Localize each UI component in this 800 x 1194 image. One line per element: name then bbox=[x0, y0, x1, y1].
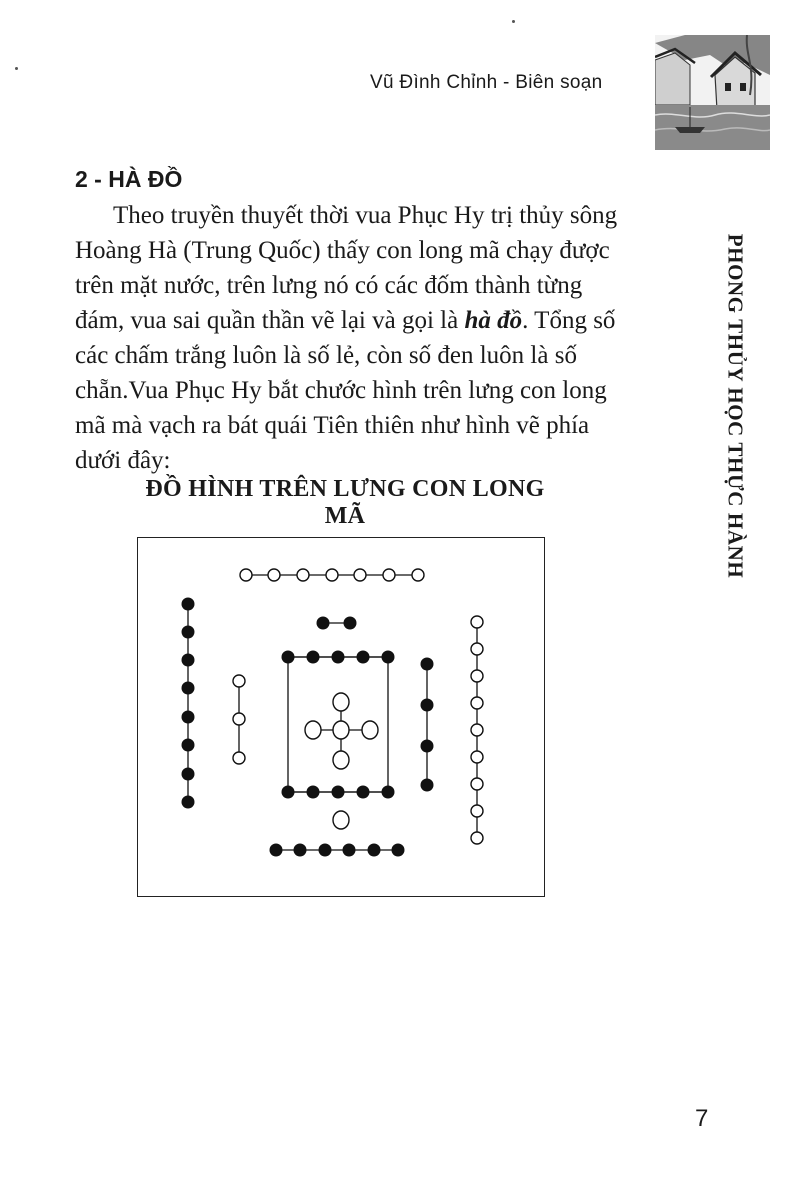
section-heading: 2 - HÀ ĐỒ bbox=[75, 166, 183, 192]
paragraph-text-end: . Tổng số các chấm trắng luôn là số lẻ, còn số đen luôn là số chẵn.Vua Phục Hy bắt chước hình trên lưng con long mã mà vạch ra bát quái Tiên thiên như hình vẽ phía dưới đây: bbox=[75, 307, 616, 474]
author-line: Vũ Đình Chỉnh - Biên soạn bbox=[370, 72, 603, 93]
right-outer-white-dots bbox=[471, 616, 483, 844]
ha-do-diagram bbox=[138, 538, 544, 896]
vertical-book-title-text: PHONG THỦY HỌC THỰC HÀNH bbox=[723, 233, 748, 579]
page-number: 7 bbox=[695, 1105, 709, 1132]
ha-do-figure bbox=[137, 537, 545, 897]
vertical-book-title bbox=[720, 233, 750, 579]
emphasis-term: hà đồ bbox=[464, 307, 523, 334]
center-cross-white-dots bbox=[305, 693, 378, 769]
below-center-white-dot bbox=[333, 811, 349, 829]
body-paragraph bbox=[75, 198, 635, 478]
print-speck bbox=[512, 20, 515, 23]
paragraph-text-start: Theo truyền thuyết thời vua Phục Hy trị thủy sông Hoàng Hà (Trung Quốc) thấy con long mã chạy được trên mặt nước, trên lưng nó có các đốm thành từng đám, vua sai quần thần vẽ lại và gọi là bbox=[75, 202, 618, 334]
chapter-illustration bbox=[655, 35, 770, 150]
figure-title: ĐỒ HÌNH TRÊN LƯNG CON LONG MÃ bbox=[145, 476, 545, 529]
print-speck bbox=[15, 67, 18, 70]
